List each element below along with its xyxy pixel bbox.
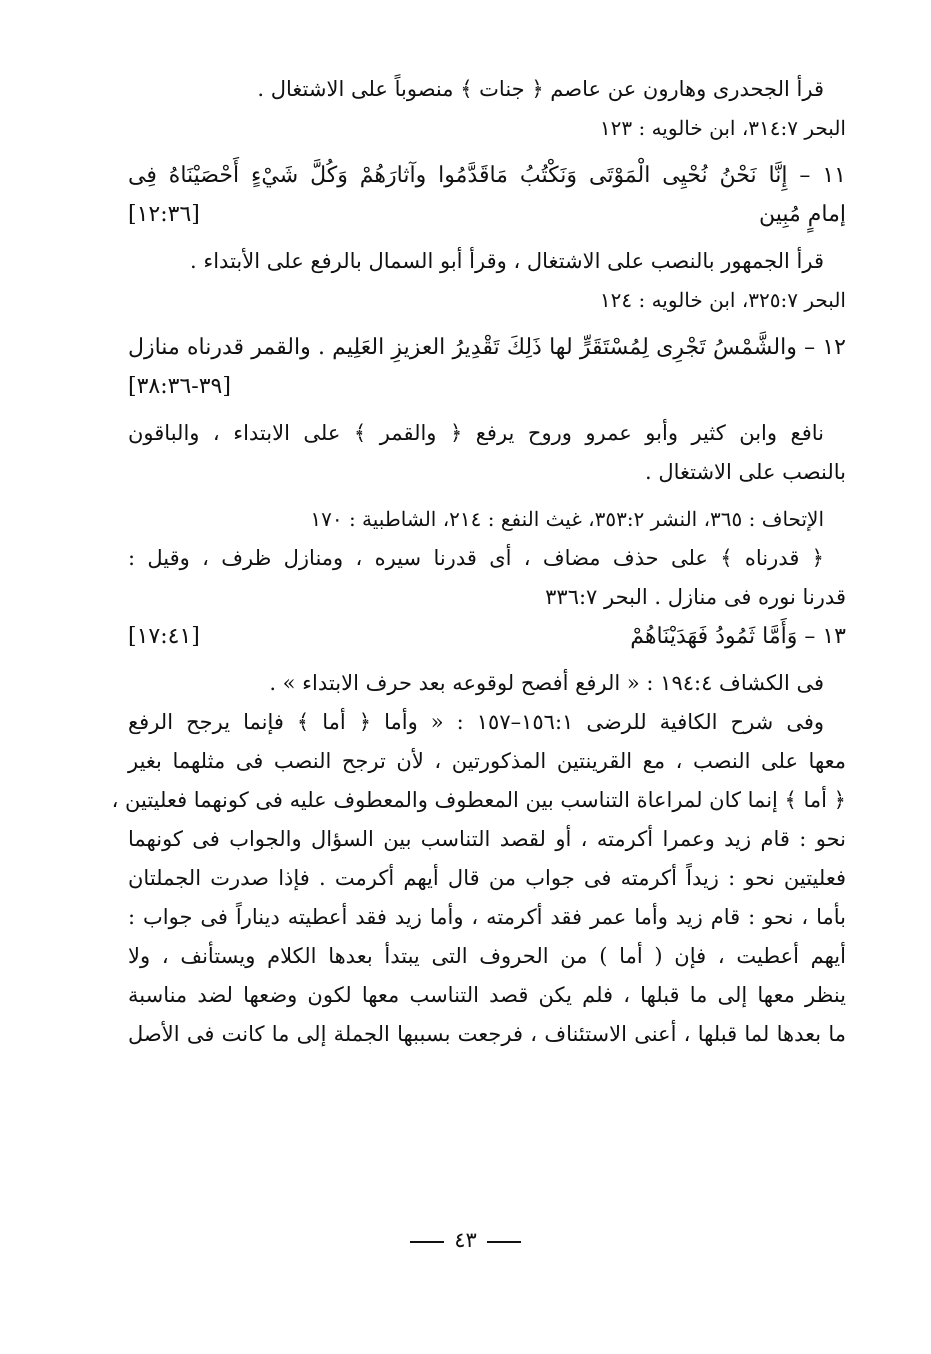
page-number-text: ٤٣	[454, 1228, 477, 1252]
text-line: وفى شرح الكافية للرضى ١٥٦:١–١٥٧ : « وأما ﴿ أما ﴾ فإنما يرجح الرفع	[128, 710, 824, 734]
text-line: بالنصب على الاشتغال .	[644, 460, 846, 484]
verse-text: إمامٍ مُبِين	[758, 202, 846, 227]
verse-line: ١٢ – والشَّمْسُ تَجْرِى لِمُسْتَقَرٍّ لها ذَلِكَ تَقْدِيرُ العزيزِ العَلِيم . والقمر قدرناه منازل	[128, 335, 846, 360]
text-line: ﴿ قدرناه ﴾ على حذف مضاف ، أى قدرنا سيره ، ومنازل ظرف ، وقيل :	[128, 546, 824, 570]
verse-line: ١١ – إِنَّا نَحْنُ نُحْيِى الْمَوْتَى وَنَكْتُبُ مَاقَدَّمُوا وآثارَهُمْ وَكُلَّ شَيْءٍ أَحْصَيْنَاهُ فِى	[128, 163, 846, 188]
text-line: ينظر معها إلى ما قبلها ، فلم يكن قصد التناسب معها لكون وضعها لضد مناسبة	[128, 983, 846, 1007]
text-line: قدرنا نوره فى منازل . البحر ٣٣٦:٧	[545, 585, 846, 609]
text-line: ما بعدها لما قبلها ، أعنى الاستئناف ، فرجعت بسببها الجملة إلى ما كانت فى الأصل	[128, 1022, 846, 1046]
page-body	[111, 70, 847, 1054]
text-line: معها على النصب ، مع القرينتين المذكورتين ، لأن ترجح النصب فى مثلهما بغير	[128, 749, 847, 773]
source-line: الإتحاف : ٣٦٥، النشر ٣٥٣:٢، غيث النفع : ٢١٤، الشاطبية : ١٧٠	[310, 507, 824, 531]
text-line: بأما ، نحو : قام زيد وأما عمر فقد أكرمته ، وأما زيد فقد أعطيته ديناراً فى جواب :	[128, 905, 846, 929]
verse-reference: [١٧:٤١]	[128, 624, 200, 649]
text-line: نافع وابن كثير وأبو عمرو وروح يرفع ﴿ والقمر ﴾ على الابتداء ، والباقون	[128, 421, 824, 445]
text-line: ﴿ أما ﴾ إنما كان لمراعاة التناسب بين المعطوف والمعطوف عليه فى كونهما فعليتين ،	[111, 788, 846, 812]
verse-line	[128, 617, 846, 656]
verse-reference: [٣٩-٣٨:٣٦]	[128, 374, 231, 399]
source-line: البحر ٣١٤:٧، ابن خالويه : ١٢٣	[599, 116, 846, 140]
text-line: فى الكشاف ١٩٤:٤ : « الرفع أفصح لوقوعه بعد حرف الابتداء » .	[269, 671, 824, 695]
source-line: البحر ٣٢٥:٧، ابن خالويه : ١٢٤	[599, 288, 846, 312]
verse-line	[128, 195, 846, 234]
verse-text: ١٣ – وَأَمَّا ثَمُودُ فَهَدَيْنَاهُمْ	[630, 624, 846, 649]
dash-left	[487, 1241, 521, 1243]
verse-reference: [١٢:٣٦]	[128, 202, 200, 227]
dash-right	[410, 1241, 444, 1243]
verse-line	[128, 367, 846, 406]
text-line: نحو : قام زيد وعمرا أكرمته ، أو لقصد التناسب بين السؤال والجواب فى كونهما	[128, 827, 846, 851]
text-line: قرأ الجمهور بالنصب على الاشتغال ، وقرأ أبو السمال بالرفع على الأبتداء .	[190, 249, 824, 273]
text-line: قرأ الجحدرى وهارون عن عاصم ﴿ جنات ﴾ منصوباً على الاشتغال .	[257, 77, 824, 101]
page-number	[0, 1228, 931, 1252]
text-line: فعليتين نحو : زيداً أكرمته فى جواب من قال أيهم أكرمت . فإذا صدرت الجملتان	[128, 866, 846, 890]
text-line: أيهم أعطيت ، فإن ( أما ) من الحروف التى يبتدأ بعدها الكلام ويستأنف ، ولا	[128, 944, 846, 968]
